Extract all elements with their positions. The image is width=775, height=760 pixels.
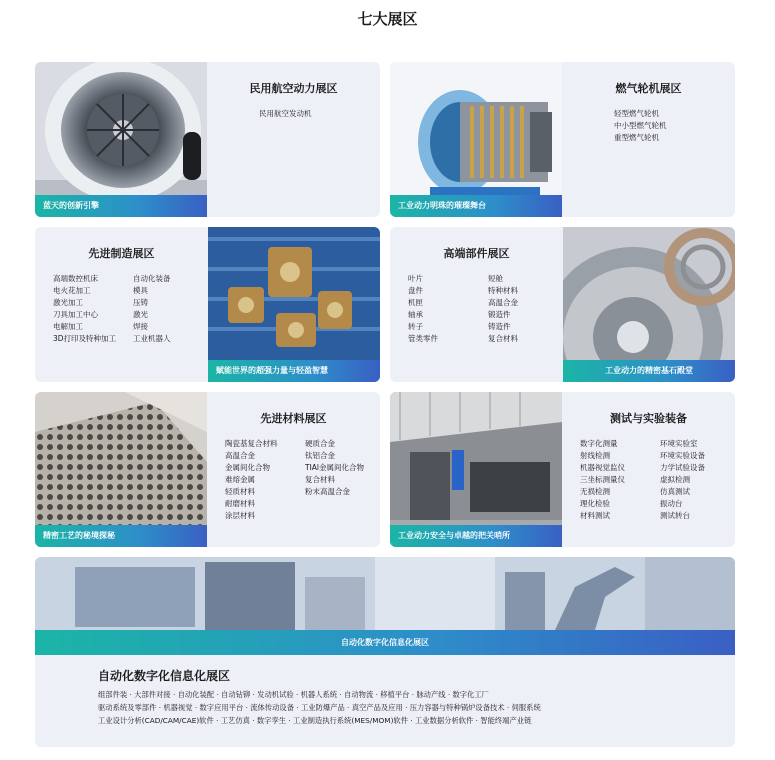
page-title: 七大展区 — [357, 10, 418, 28]
list-item: 短舱 — [488, 274, 503, 283]
list-item: 环境实验设备 — [660, 451, 705, 460]
zone-card-advanced-manufacturing[interactable] — [35, 227, 380, 382]
zone-caption: 工业动力安全与卓越的把关哨所 — [390, 525, 562, 547]
list-item: 模具 — [133, 286, 148, 295]
zone-item-list — [207, 438, 380, 522]
zone-item-list — [562, 438, 735, 522]
list-item: 轻质材料 — [225, 487, 255, 496]
list-item: 管类零件 — [408, 334, 438, 343]
list-item: 三坐标测量仪 — [580, 475, 625, 484]
list-item: 复合材料 — [488, 334, 518, 343]
zone-caption: 蓝天的创新引擎 — [35, 195, 207, 217]
list-item: 激光加工 — [53, 298, 83, 307]
list-item: 环境实验室 — [660, 439, 698, 448]
lattice-material-photo — [35, 392, 207, 547]
zone-title: 测试与实验装备 — [610, 412, 687, 425]
list-item: 轻型燃气轮机 — [614, 109, 659, 118]
zone-card-high-end-components[interactable] — [390, 227, 735, 382]
zone-caption: 赋能世界的超强力量与轻盈智慧 — [208, 360, 380, 382]
zone-card-digitalization[interactable] — [35, 557, 735, 747]
list-item: 特种材料 — [488, 286, 518, 295]
zone-card-advanced-materials[interactable] — [35, 392, 380, 547]
turbine-blades-photo — [563, 227, 735, 382]
list-item — [305, 498, 375, 510]
zone-card-civil-aviation[interactable] — [35, 62, 380, 217]
test-facility-photo — [390, 392, 562, 547]
list-item: 机器视觉监仪 — [580, 463, 625, 472]
list-item: 理化检验 — [580, 499, 610, 508]
list-item: 激光 — [133, 310, 148, 319]
list-item: 盘件 — [408, 286, 423, 295]
list-item: 工业设计分析(CAD/CAM/CAE)软件 · 工艺仿真 · 数字孪生 · 工业制造执行系统(MES/MOM)软件 · 工业数据分析软件 · 智能终端产业链 — [98, 716, 532, 725]
zone-card-testing-equipment[interactable] — [390, 392, 735, 547]
zone-title: 先进制造展区 — [88, 247, 155, 260]
list-item: 锻造件 — [488, 310, 511, 319]
zone-title: 民用航空动力展区 — [249, 82, 338, 95]
list-item: 高温合金 — [225, 451, 255, 460]
list-item: 焊接 — [133, 322, 148, 331]
list-item: 无损检测 — [580, 487, 610, 496]
zone-caption: 工业动力的精密基石殿堂 — [563, 360, 735, 382]
gas-turbine-photo — [390, 62, 562, 217]
list-item: 中小型燃气轮机 — [614, 121, 667, 130]
list-item: 耐磨材料 — [225, 499, 255, 508]
list-item: 射线检测 — [580, 451, 610, 460]
list-item: 难熔金属 — [225, 475, 255, 484]
list-item: 硬质合金 — [305, 439, 335, 448]
list-item: 组部件装 · 大部件对接 · 自动化装配 · 自动钻铆 · 发动机试验 · 机器人系统 · 自动物流 · 移植平台 · 脉动产线 · 数字化工厂 — [98, 690, 489, 699]
zone-title: 燃气轮机展区 — [615, 82, 682, 95]
list-item: 高端数控机床 — [53, 274, 98, 283]
list-item: 自动化装备 — [133, 274, 171, 283]
zone-item-list — [98, 688, 541, 727]
list-item: 工业机器人 — [133, 334, 171, 343]
list-item: 钛铝合金 — [305, 451, 335, 460]
list-item: 虚拟检测 — [660, 475, 690, 484]
list-item: 金属间化合物 — [225, 463, 270, 472]
zone-item-list — [207, 108, 380, 120]
list-item: 叶片 — [408, 274, 423, 283]
list-item: 机匣 — [408, 298, 423, 307]
list-item: TIAl金属间化合物 — [305, 463, 365, 472]
list-item: 轴承 — [408, 310, 423, 319]
list-item: 力学试验设备 — [660, 463, 705, 472]
list-item: 高温合金 — [488, 298, 518, 307]
list-item: 材料测试 — [580, 511, 610, 520]
jet-engine-photo — [35, 62, 207, 217]
list-item: 铸造件 — [488, 322, 511, 331]
list-item: 振动台 — [660, 499, 683, 508]
list-item: 陶瓷基复合材料 — [225, 439, 278, 448]
list-item: 电火花加工 — [53, 286, 91, 295]
factory-banner-photo — [35, 557, 735, 630]
list-item: 压铸 — [133, 298, 148, 307]
list-item: 驱动系统及零部件 · 机器视觉 · 数字应用平台 · 流体传动设备 · 工业防爆产品 · 真空产品及应用 · 压力容器与特种锅炉设备技术 · 伺服系统 — [98, 703, 541, 712]
list-item: 复合材料 — [305, 475, 335, 484]
list-item: 仿真测试 — [660, 487, 690, 496]
list-item: 转子 — [408, 322, 423, 331]
zone-caption: 精密工艺的秘境探秘 — [35, 525, 207, 547]
zone-title: 自动化数字化信息化展区 — [98, 669, 231, 683]
zone-title: 高端部件展区 — [443, 247, 510, 260]
list-item: 粉末高温合金 — [305, 487, 350, 496]
zone-title: 先进材料展区 — [260, 412, 327, 425]
zone-item-list — [390, 273, 563, 345]
cutting-tools-photo — [208, 227, 380, 382]
list-item: 民用航空发动机 — [259, 109, 312, 118]
list-item: 电解加工 — [53, 322, 83, 331]
list-item: 3D打印及特种加工 — [53, 334, 117, 343]
list-item: 测试转台 — [660, 511, 690, 520]
zone-item-list — [35, 273, 208, 345]
zone-item-list — [562, 108, 735, 144]
zone-card-gas-turbine[interactable] — [390, 62, 735, 217]
list-item — [305, 510, 375, 522]
zone-banner-caption: 自动化数字化信息化展区 — [35, 630, 735, 655]
list-item: 数字化测量 — [580, 439, 618, 448]
list-item: 重型燃气轮机 — [614, 133, 659, 142]
list-item: 涂层材料 — [225, 511, 255, 520]
list-item: 刀具加工中心 — [53, 310, 98, 319]
zone-caption: 工业动力明珠的璀璨舞台 — [390, 195, 562, 217]
